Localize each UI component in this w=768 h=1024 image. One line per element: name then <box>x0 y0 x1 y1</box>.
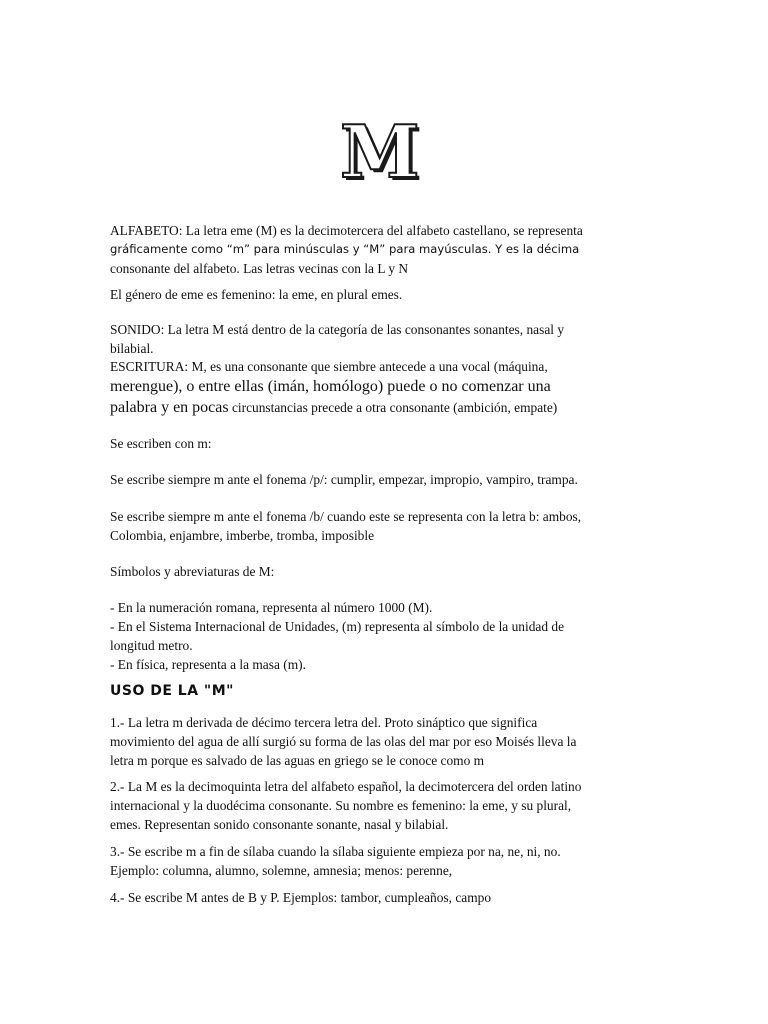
uso-item-4 <box>110 888 650 907</box>
sonido-line-2: bilabial. <box>110 341 154 356</box>
simbolos-item-1: - En la numeración romana, representa al número 1000 (M). <box>110 600 433 615</box>
regla-p-text: Se escribe siempre m ante el fonema /p/: cumplir, empezar, impropio, vampiro, trampa. <box>110 472 578 487</box>
alfabeto-paragraph <box>110 221 650 278</box>
regla-b-line-1: Se escribe siempre m ante el fonema /b/ cuando este se representa con la letra b: ambos, <box>110 509 582 524</box>
uso-item-3-line-1: 3.- Se escribe m a fin de sílaba cuando la sílaba siguiente empieza por na, ne, ni, no. <box>110 844 561 859</box>
escritura-line-3a: palabra y en pocas <box>110 399 229 416</box>
genero-paragraph <box>110 285 650 304</box>
uso-item-1-line-3: letra m porque es salvado de las aguas en griego se le conoce como m <box>110 753 485 768</box>
regla-b-line-2: Colombia, enjambre, imberbe, tromba, imposible <box>110 528 375 543</box>
simbolos-item-3: - En física, representa a la masa (m). <box>110 657 306 672</box>
alfabeto-line-3: consonante del alfabeto. Las letras vecinas con la L y N <box>110 261 409 276</box>
escritura-paragraph <box>110 357 650 418</box>
uso-item-1 <box>110 713 650 770</box>
simbolos-list <box>110 598 650 674</box>
sonido-paragraph <box>110 320 650 358</box>
title-letter: M <box>340 109 420 194</box>
escritura-line-3b: circunstancias precede a otra consonante (ambición, empate) <box>228 400 558 415</box>
uso-item-1-line-2: movimiento del agua de allí surgió su forma de las olas del mar por eso Moisés lleva la <box>110 734 577 749</box>
se-escriben-paragraph <box>110 434 650 453</box>
uso-item-3-line-2: Ejemplo: columna, alumno, solemne, amnesia; menos: perenne, <box>110 863 453 878</box>
uso-item-2-line-3: emes. Representan sonido consonante sonante, nasal y bilabial. <box>110 817 449 832</box>
alfabeto-line-2: gráficamente como “m” para minúsculas y “M” para mayúsculas. Y es la décima <box>110 242 580 256</box>
regla-b-paragraph <box>110 507 650 545</box>
se-escriben-text: Se escriben con m: <box>110 436 212 451</box>
escritura-line-1: ESCRITURA: M, es una consonante que siembre antecede a una vocal (máquina, <box>110 359 548 374</box>
regla-p-paragraph <box>110 470 650 489</box>
uso-item-1-line-1: 1.- La letra m derivada de décimo tercera letra del. Proto sináptico que significa <box>110 715 538 730</box>
simbolos-title-paragraph <box>110 562 650 581</box>
uso-heading: USO DE LA "M" <box>110 683 234 699</box>
simbolos-item-2a: - En el Sistema Internacional de Unidades, (m) representa al símbolo de la unidad de <box>110 619 565 634</box>
uso-item-2-line-2: internacional y la duodécima consonante. Su nombre es femenino: la eme, y su plural, <box>110 798 572 813</box>
uso-item-2-line-1: 2.- La M es la decimoquinta letra del alfabeto español, la decimotercera del orden latino <box>110 779 582 794</box>
genero-text: El género de eme es femenino: la eme, en plural emes. <box>110 287 403 302</box>
alfabeto-line-1: ALFABETO: La letra eme (M) es la decimotercera del alfabeto castellano, se representa <box>110 223 583 238</box>
escritura-line-2: merengue), o entre ellas (imán, homólogo) puede o no comenzar una <box>110 378 551 395</box>
simbolos-item-2b: longitud metro. <box>110 638 193 653</box>
uso-item-2 <box>110 777 650 834</box>
sonido-line-1: SONIDO: La letra M está dentro de la categoría de las consonantes sonantes, nasal y <box>110 322 565 337</box>
simbolos-title: Símbolos y abreviaturas de M: <box>110 564 275 579</box>
uso-item-3 <box>110 842 650 880</box>
uso-item-4-text: 4.- Se escribe M antes de B y P. Ejemplos: tambor, cumpleaños, campo <box>110 890 492 905</box>
